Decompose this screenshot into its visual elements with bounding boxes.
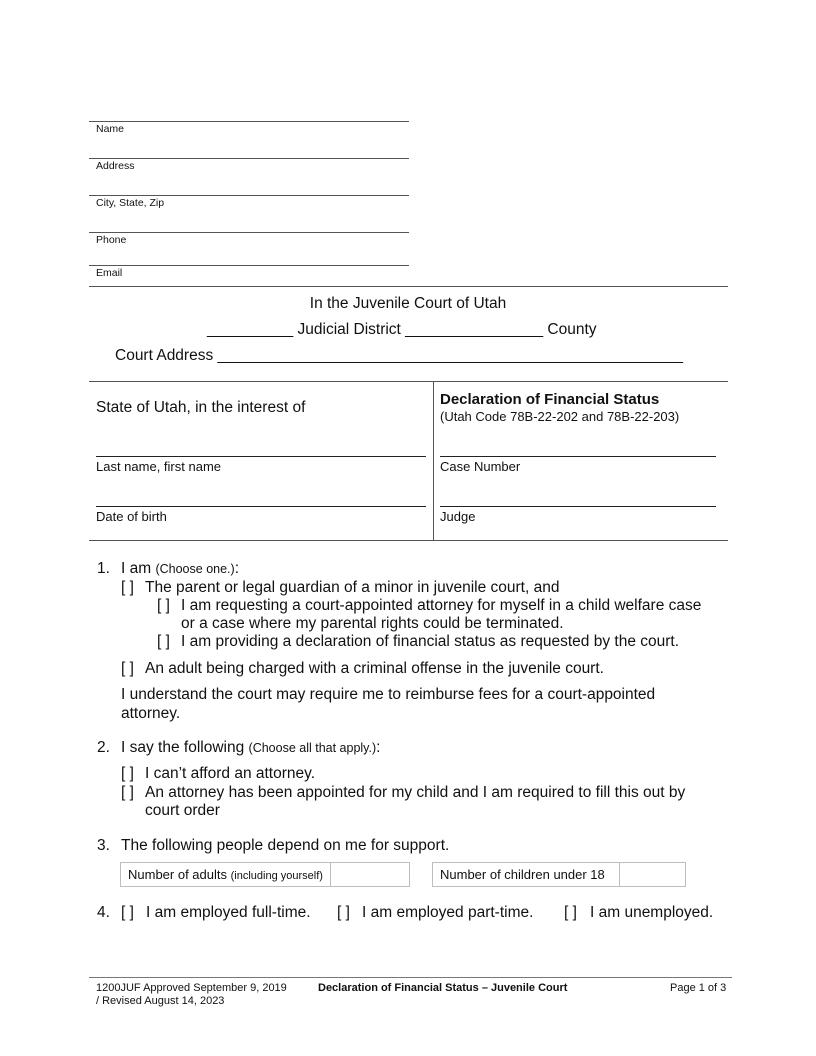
city-state-zip-label: City, State, Zip	[96, 197, 165, 209]
adults-count-note: (including yourself)	[230, 870, 323, 882]
court-title: In the Juvenile Court of Utah	[309, 295, 507, 312]
reimburse-text-1: I understand the court may require me to reimburse fees for a court-appointed	[121, 686, 656, 703]
section-4-number: 4.	[97, 904, 110, 921]
section-2-heading: I say the following (Choose all that apply.):	[121, 739, 381, 756]
email-line[interactable]	[89, 265, 409, 266]
attorney-appointed-text-2: court order	[145, 802, 220, 819]
address-line[interactable]	[89, 158, 409, 159]
section-3-heading: The following people depend on me for support.	[121, 837, 450, 854]
requesting-attorney-text-2: or a case where my parental rights could be terminated.	[181, 615, 564, 632]
part-time-text: I am employed part-time.	[362, 904, 534, 921]
dob-label: Date of birth	[96, 509, 167, 524]
checkbox-providing-declaration[interactable]: [ ]	[157, 633, 170, 650]
footer-title: Declaration of Financial Status – Juvenile Court	[318, 982, 568, 994]
adults-count-input[interactable]	[330, 863, 409, 886]
footer-revised: / Revised August 14, 2023	[96, 995, 225, 1007]
attorney-appointed-text-1: An attorney has been appointed for my child and I am required to fill this out by	[145, 784, 686, 801]
reimburse-text-2: attorney.	[121, 705, 181, 722]
checkbox-parent-guardian[interactable]: [ ]	[121, 579, 134, 596]
unemployed-text: I am unemployed.	[590, 904, 714, 921]
checkbox-part-time[interactable]: [ ]	[337, 904, 350, 921]
parent-guardian-text: The parent or legal guardian of a minor in juvenile court, and	[145, 579, 560, 596]
caption-top-border	[89, 381, 728, 382]
adults-count-label: Number of adults (including yourself)	[128, 867, 323, 882]
checkbox-unemployed[interactable]: [ ]	[564, 904, 577, 921]
section-1-heading-note: (Choose one.)	[155, 562, 235, 576]
city-state-zip-line[interactable]	[89, 195, 409, 196]
footer-divider	[89, 977, 732, 978]
adult-charged-text: An adult being charged with a criminal offense in the juvenile court.	[145, 660, 604, 677]
children-count-input[interactable]	[619, 863, 685, 886]
full-time-text: I am employed full-time.	[146, 904, 311, 921]
checkbox-adult-charged[interactable]: [ ]	[121, 660, 134, 677]
divider-top	[89, 286, 728, 287]
judge-label: Judge	[440, 509, 476, 524]
caption-divider	[433, 381, 434, 540]
providing-declaration-text: I am providing a declaration of financial status as requested by the court.	[181, 633, 680, 650]
document-subtitle: (Utah Code 78B-22-202 and 78B-22-203)	[440, 409, 680, 424]
court-address-line: Court Address ______________________________________________________	[115, 347, 684, 364]
dob-line[interactable]	[96, 506, 426, 507]
cant-afford-text: I can’t afford an attorney.	[145, 765, 316, 782]
section-3-number: 3.	[97, 837, 110, 854]
adults-count-box	[120, 862, 410, 887]
children-count-label: Number of children under 18	[440, 867, 605, 882]
caption-bottom-border	[89, 540, 728, 541]
judge-line[interactable]	[440, 506, 716, 507]
phone-label: Phone	[96, 234, 127, 246]
last-first-label: Last name, first name	[96, 459, 221, 474]
checkbox-requesting-attorney[interactable]: [ ]	[157, 597, 170, 614]
footer-form-id: 1200JUF Approved September 9, 2019	[96, 982, 287, 994]
case-number-label: Case Number	[440, 459, 521, 474]
interest-of-label: State of Utah, in the interest of	[96, 399, 306, 416]
section-2-heading-note: (Choose all that apply.)	[248, 741, 377, 755]
document-title: Declaration of Financial Status	[440, 391, 660, 408]
case-number-line[interactable]	[440, 456, 716, 457]
address-label: Address	[96, 160, 135, 172]
children-count-box	[432, 862, 686, 887]
phone-line[interactable]	[89, 232, 409, 233]
checkbox-full-time[interactable]: [ ]	[121, 904, 134, 921]
checkbox-attorney-appointed[interactable]: [ ]	[121, 784, 134, 801]
section-1-number: 1.	[97, 560, 110, 577]
email-label: Email	[96, 267, 123, 279]
name-line[interactable]	[89, 121, 409, 122]
district-county-line: __________ Judicial District ________________ County	[207, 321, 597, 338]
last-first-line[interactable]	[96, 456, 426, 457]
section-2-number: 2.	[97, 739, 110, 756]
footer-page-number: Page 1 of 3	[670, 982, 727, 994]
name-label: Name	[96, 123, 125, 135]
requesting-attorney-text-1: I am requesting a court-appointed attorney for myself in a child welfare case	[181, 597, 702, 614]
section-1-heading: I am (Choose one.):	[121, 560, 239, 577]
checkbox-cant-afford[interactable]: [ ]	[121, 765, 134, 782]
